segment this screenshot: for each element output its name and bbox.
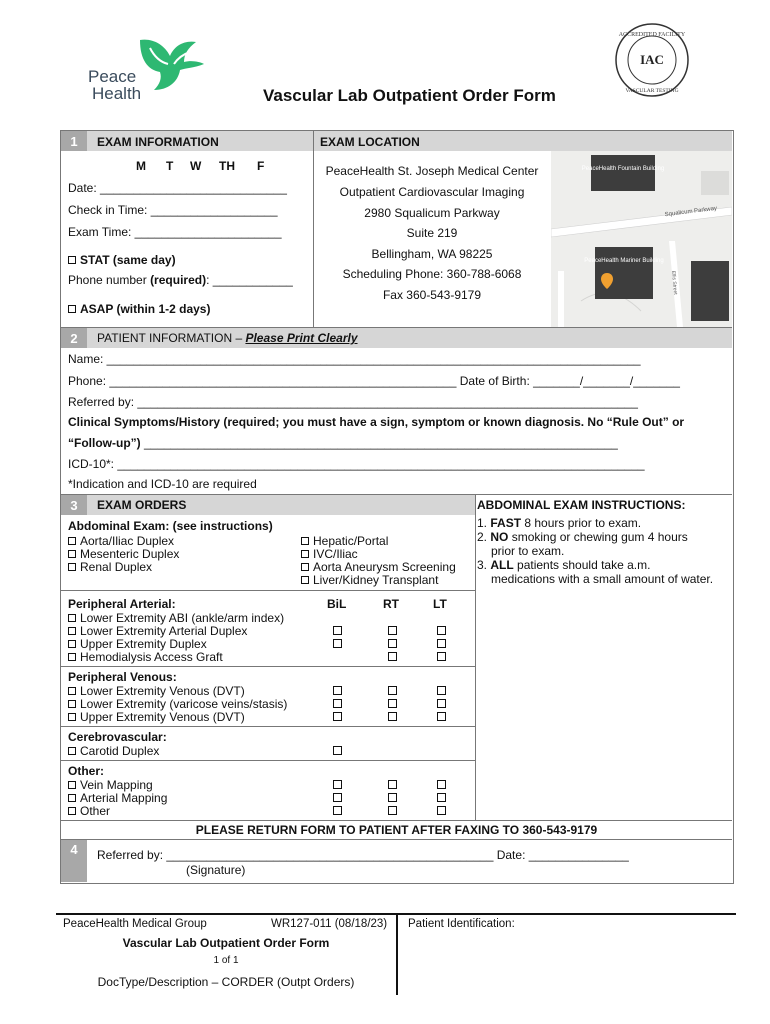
- pv-checkbox[interactable]: [68, 700, 76, 708]
- instruction-2-bold: NO: [490, 530, 509, 544]
- footer-page-number: 1 of 1: [213, 955, 239, 966]
- phone-number-field[interactable]: [68, 273, 293, 287]
- abd-label: Liver/Kidney Transplant: [313, 573, 439, 587]
- divider-return: [61, 820, 732, 821]
- instruction-2-cont: prior to exam.: [491, 544, 565, 558]
- column-bil: BiL: [327, 597, 347, 611]
- pa-item[interactable]: [68, 650, 223, 664]
- location-line-4: Suite 219: [406, 226, 458, 240]
- day-t: T: [166, 159, 174, 173]
- abd-item-hepatic[interactable]: [301, 534, 388, 548]
- date-field[interactable]: Date: ____________________________: [68, 181, 287, 195]
- bil-checkbox[interactable]: [333, 806, 342, 815]
- pa-item[interactable]: [68, 624, 247, 638]
- rt-checkbox[interactable]: [388, 686, 397, 695]
- asap-label: ASAP (within 1-2 days): [80, 302, 211, 316]
- lt-checkbox[interactable]: [437, 780, 446, 789]
- other-label: Other: [80, 804, 111, 818]
- other-label: Arterial Mapping: [80, 791, 168, 805]
- abd-label: Mesenteric Duplex: [80, 547, 180, 561]
- referred-by-field[interactable]: Referred by: ___________________________________________________________________________: [68, 395, 638, 409]
- lt-checkbox[interactable]: [437, 626, 446, 635]
- rt-checkbox[interactable]: [388, 712, 397, 721]
- lt-checkbox[interactable]: [437, 793, 446, 802]
- required-note: *Indication and ICD-10 are required: [68, 477, 257, 491]
- instruction-3-bold: ALL: [490, 558, 514, 572]
- phone-number-label: Phone number: [68, 273, 151, 287]
- abd-label: Hepatic/Portal: [313, 534, 389, 548]
- pv-item[interactable]: [68, 697, 287, 711]
- bil-checkbox[interactable]: [333, 626, 342, 635]
- bil-checkbox[interactable]: [333, 712, 342, 721]
- rt-checkbox[interactable]: [388, 652, 397, 661]
- rt-checkbox[interactable]: [388, 806, 397, 815]
- seal-mid-text: IAC: [640, 52, 664, 67]
- pv-item[interactable]: [68, 710, 245, 724]
- other-item[interactable]: [68, 791, 167, 805]
- stat-option[interactable]: [68, 253, 176, 267]
- pa-checkbox[interactable]: [68, 653, 76, 661]
- pa-label: Lower Extremity Arterial Duplex: [80, 624, 248, 638]
- day-m: M: [136, 159, 146, 173]
- iac-accreditation-seal: [614, 22, 690, 98]
- instruction-3-cont: medications with a small amount of water.: [491, 572, 714, 586]
- abd-item-transplant[interactable]: [301, 573, 438, 587]
- abd-checkbox[interactable]: [301, 550, 309, 558]
- abd-item-aorta[interactable]: [68, 534, 174, 548]
- asap-checkbox[interactable]: [68, 305, 76, 313]
- abd-item-renal[interactable]: [68, 560, 152, 574]
- signature-label: (Signature): [186, 863, 246, 877]
- footer-form-code: WR127-011 (08/18/23): [271, 918, 388, 930]
- instruction-1-text: 8 hours prior to exam.: [521, 516, 642, 530]
- phone-number-blank: : ____________: [206, 273, 293, 287]
- lt-checkbox[interactable]: [437, 806, 446, 815]
- patient-name-field[interactable]: Name: ________________________________________________________________________________: [68, 352, 641, 366]
- exam-location-heading: EXAM LOCATION: [320, 135, 420, 149]
- instruction-2-num: 2.: [477, 530, 488, 544]
- bil-checkbox[interactable]: [333, 780, 342, 789]
- section-number-4: 4: [70, 842, 78, 857]
- pa-checkbox[interactable]: [68, 640, 76, 648]
- cv-checkbox[interactable]: [68, 747, 76, 755]
- bil-checkbox[interactable]: [333, 746, 342, 755]
- footer-vertical-rule: [396, 913, 398, 995]
- bil-checkbox[interactable]: [333, 639, 342, 648]
- map-road2-label: Ellis Street: [670, 270, 679, 295]
- referred-by-signature-field[interactable]: Referred by: _________________________________________________ Date: _______________: [97, 848, 629, 862]
- rt-checkbox[interactable]: [388, 780, 397, 789]
- logo-text-line2: Health: [92, 84, 142, 103]
- other-checkbox[interactable]: [68, 807, 76, 815]
- seal-top-text: ACCREDITED FACILITY: [618, 32, 686, 38]
- lt-checkbox[interactable]: [437, 639, 446, 648]
- orders-instructions-divider: [475, 494, 476, 820]
- cerebrovascular-heading: Cerebrovascular:: [68, 730, 167, 744]
- abdominal-instructions-heading: ABDOMINAL EXAM INSTRUCTIONS:: [477, 498, 686, 512]
- abd-item-ivc[interactable]: [301, 547, 358, 561]
- other-item[interactable]: [68, 804, 110, 818]
- abd-checkbox[interactable]: [301, 537, 309, 545]
- abd-label: Aorta/Iliac Duplex: [80, 534, 175, 548]
- pv-checkbox[interactable]: [68, 713, 76, 721]
- pa-label: Hemodialysis Access Graft: [80, 650, 223, 664]
- exam-time-field[interactable]: Exam Time: ______________________: [68, 225, 282, 239]
- location-line-6: Scheduling Phone: 360-788-6068: [342, 267, 522, 281]
- instruction-1-num: 1.: [477, 516, 488, 530]
- other-item[interactable]: [68, 778, 153, 792]
- seal-bottom-text: VASCULAR TESTING: [625, 88, 679, 94]
- page-title: Vascular Lab Outpatient Order Form: [263, 86, 556, 105]
- phone-required-label: (required): [150, 273, 207, 287]
- pa-label: Upper Extremity Duplex: [80, 637, 207, 651]
- footer-org: PeaceHealth Medical Group: [63, 918, 207, 930]
- pa-checkbox[interactable]: [68, 614, 76, 622]
- instruction-3: [477, 558, 650, 572]
- peripheral-arterial-heading: Peripheral Arterial:: [68, 597, 176, 611]
- instruction-2: [477, 530, 688, 544]
- map-building1-label: PeaceHealth Fountain Building: [581, 166, 665, 172]
- instruction-3-text: patients should take a.m.: [513, 558, 651, 572]
- pv-checkbox[interactable]: [68, 687, 76, 695]
- map-building2-label: PeaceHealth Mariner Building: [584, 258, 664, 264]
- clinical-symptoms-blank: _______________________________________________________________________: [140, 436, 618, 450]
- location-line-3: 2980 Squalicum Parkway: [364, 206, 500, 220]
- section-number-2: 2: [61, 328, 87, 348]
- bil-checkbox[interactable]: [333, 793, 342, 802]
- print-clearly-label: Please Print Clearly: [245, 331, 358, 345]
- pa-label: Lower Extremity ABI (ankle/arm index): [80, 611, 285, 625]
- clinical-symptoms-field[interactable]: [68, 436, 618, 450]
- peacehealth-dove-logo-icon: [134, 34, 206, 94]
- divider-pv: [61, 666, 475, 667]
- cv-label: Carotid Duplex: [80, 744, 160, 758]
- pv-label: Lower Extremity (varicose veins/stasis): [80, 697, 288, 711]
- rt-checkbox[interactable]: [388, 639, 397, 648]
- abd-label: Renal Duplex: [80, 560, 153, 574]
- abd-checkbox[interactable]: [68, 563, 76, 571]
- abdominal-exam-heading: Abdominal Exam: (see instructions): [68, 519, 273, 533]
- exam-orders-heading: EXAM ORDERS: [97, 498, 187, 512]
- pa-item[interactable]: [68, 637, 207, 651]
- day-th: TH: [219, 159, 235, 173]
- lt-checkbox[interactable]: [437, 699, 446, 708]
- section-number-1: 1: [61, 131, 87, 151]
- abd-checkbox[interactable]: [301, 563, 309, 571]
- location-line-5: Bellingham, WA 98225: [371, 247, 493, 261]
- abd-item-aneurysm[interactable]: [301, 560, 456, 574]
- abd-label: IVC/Iliac: [313, 547, 358, 561]
- follow-up-label: “Follow-up”): [68, 436, 141, 450]
- divider-s4: [61, 839, 732, 840]
- rt-checkbox[interactable]: [388, 626, 397, 635]
- map-road-label: Squalicum Parkway: [664, 205, 718, 219]
- lt-checkbox[interactable]: [437, 686, 446, 695]
- location-map: [551, 151, 732, 327]
- abd-item-mesenteric[interactable]: [68, 547, 179, 561]
- lt-checkbox[interactable]: [437, 712, 446, 721]
- column-lt: LT: [433, 597, 447, 611]
- footer-form-title: Vascular Lab Outpatient Order Form: [122, 936, 330, 950]
- patient-information-heading: [97, 331, 358, 345]
- other-checkbox[interactable]: [68, 794, 76, 802]
- footer-doctype: DocType/Description – CORDER (Outpt Orders): [97, 975, 355, 989]
- patient-phone-dob-field[interactable]: Phone: ____________________________________________________ Date of Birth: _______/_______/_______: [68, 374, 680, 388]
- other-heading: Other:: [68, 764, 104, 778]
- return-form-notice: PLEASE RETURN FORM TO PATIENT AFTER FAXING TO 360-543-9179: [195, 823, 598, 837]
- icd10-field[interactable]: ICD-10*: _______________________________________________________________________________: [68, 457, 645, 471]
- stat-label: STAT (same day): [80, 253, 176, 267]
- pv-label: Lower Extremity Venous (DVT): [80, 684, 245, 698]
- divider-cv: [61, 726, 475, 727]
- abd-label: Aorta Aneurysm Screening: [313, 560, 456, 574]
- asap-option[interactable]: [68, 302, 210, 316]
- divider-pa: [61, 590, 475, 591]
- pv-item[interactable]: [68, 684, 245, 698]
- day-f: F: [257, 159, 265, 173]
- day-w: W: [190, 159, 202, 173]
- clinical-symptoms-label: Clinical Symptoms/History (required; you must have a sign, symptom or known diagnosis. No “Rule Out” or: [68, 415, 685, 429]
- abd-checkbox[interactable]: [301, 576, 309, 584]
- instruction-3-num: 3.: [477, 558, 488, 572]
- rt-checkbox[interactable]: [388, 793, 397, 802]
- pa-item[interactable]: [68, 611, 284, 625]
- instruction-1: [477, 516, 641, 530]
- section-number-3: 3: [61, 495, 87, 515]
- instruction-2-text: smoking or chewing gum 4 hours: [508, 530, 688, 544]
- other-checkbox[interactable]: [68, 781, 76, 789]
- other-label: Vein Mapping: [80, 778, 153, 792]
- divider-other: [61, 760, 475, 761]
- stat-checkbox[interactable]: [68, 256, 76, 264]
- column-rt: RT: [383, 597, 399, 611]
- location-line-7: Fax 360-543-9179: [382, 288, 482, 302]
- logo-text-line1: Peace: [88, 67, 137, 86]
- cv-item[interactable]: [68, 744, 159, 758]
- instruction-1-bold: FAST: [490, 516, 522, 530]
- pv-label: Upper Extremity Venous (DVT): [80, 710, 245, 724]
- lt-checkbox[interactable]: [437, 652, 446, 661]
- location-line-2: Outpatient Cardiovascular Imaging: [339, 185, 525, 199]
- peripheral-venous-heading: Peripheral Venous:: [68, 670, 177, 684]
- patient-identification-label: Patient Identification:: [408, 918, 515, 930]
- checkin-time-field[interactable]: Check in Time: ___________________: [68, 203, 278, 217]
- exam-information-heading: EXAM INFORMATION: [97, 135, 219, 149]
- rt-checkbox[interactable]: [388, 699, 397, 708]
- abd-checkbox[interactable]: [68, 537, 76, 545]
- pa-checkbox[interactable]: [68, 627, 76, 635]
- patient-info-title: PATIENT INFORMATION –: [97, 331, 246, 345]
- abd-checkbox[interactable]: [68, 550, 76, 558]
- bil-checkbox[interactable]: [333, 699, 342, 708]
- location-line-1: PeaceHealth St. Joseph Medical Center: [325, 164, 539, 178]
- bil-checkbox[interactable]: [333, 686, 342, 695]
